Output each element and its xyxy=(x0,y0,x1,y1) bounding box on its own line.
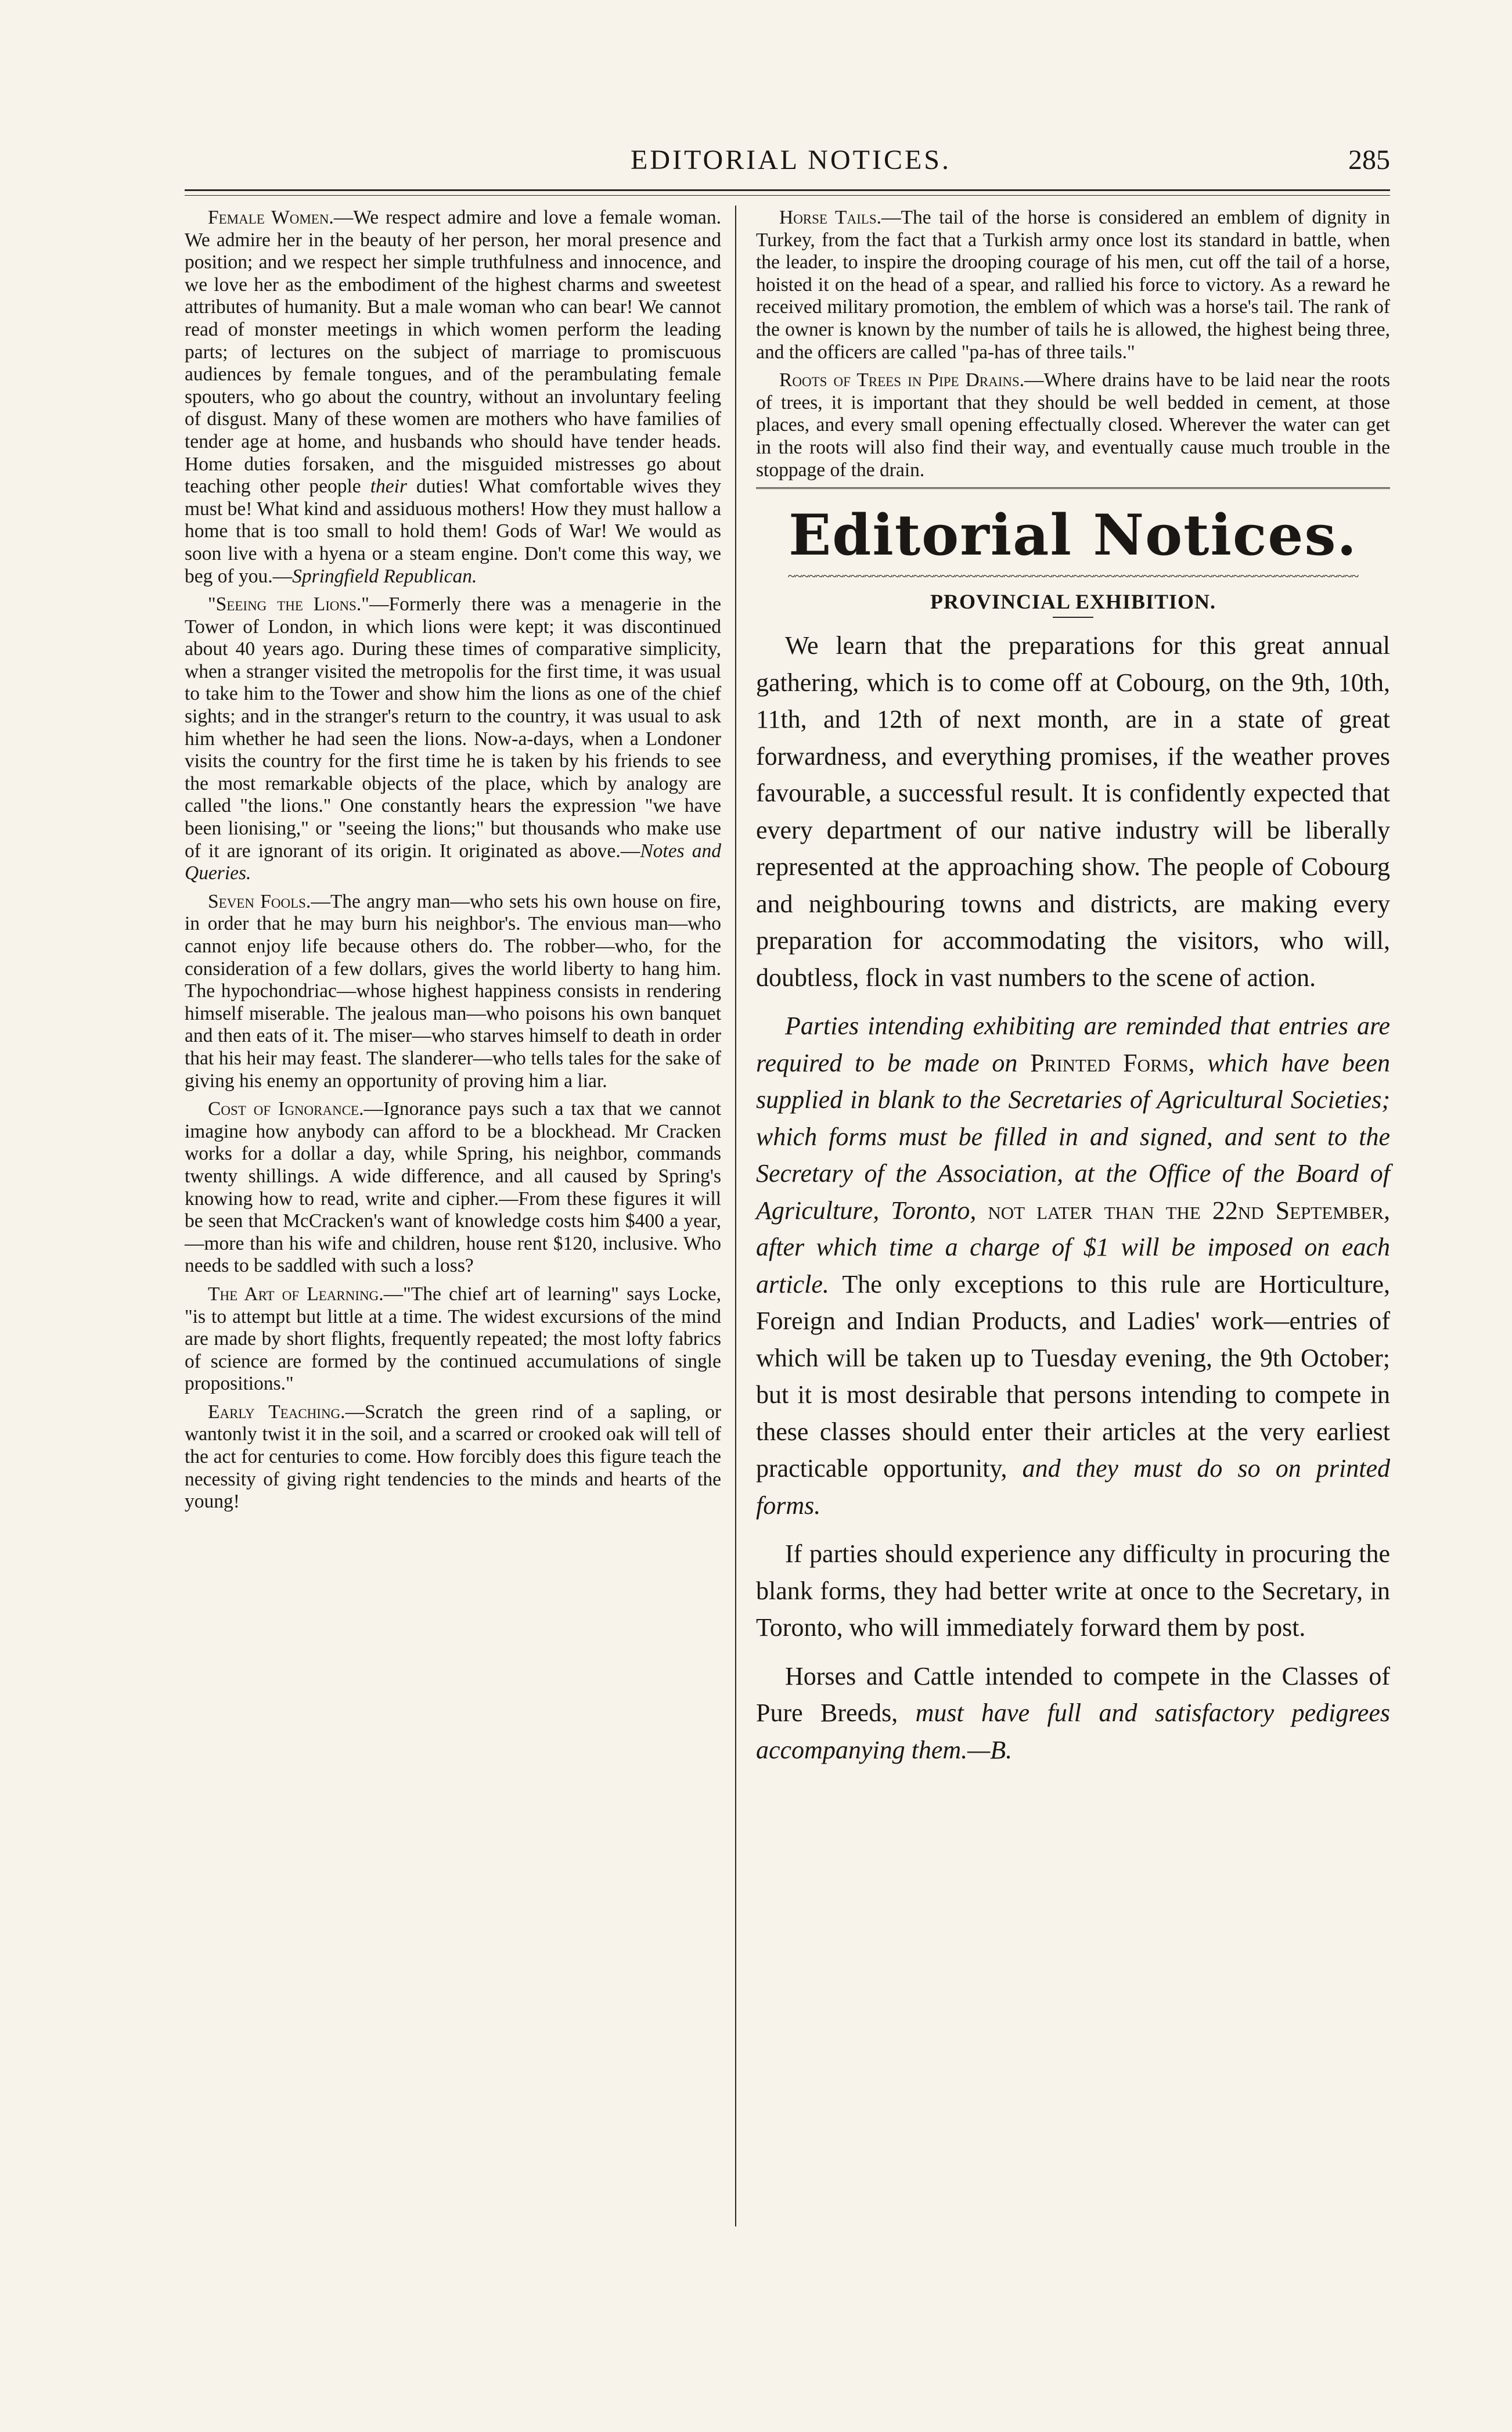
subheading: PROVINCIAL EXHIBITION. xyxy=(930,590,1216,614)
article-seven-fools xyxy=(185,891,721,1092)
article-text: —The angry man—who sets his own house on fire, in order that he may burn his neighbor's. The envious man—who cannot enjoy life because others do. The robber—who, for the consideration of a few dollars, gives the world liberty to hang him. The hypochondriac—whose highest happiness consists in rendering himself miserable. The jealous man—who poisons his own banquet and then eats of it. The miser—who starves himself to death in order that his heir may feast. The slanderer—who tells tales for the sake of giving his enemy an opportunity of proving him a liar. xyxy=(185,890,721,1092)
article-heading: Female Women. xyxy=(208,207,334,228)
article-seeing-lions xyxy=(185,593,721,885)
article-heading: Early Teaching. xyxy=(208,1401,345,1423)
left-column xyxy=(185,207,721,1519)
article-heading: Seven Fools. xyxy=(208,890,311,912)
article-text: —Formerly there was a menagerie in the Tower of London, in which lions were kept; it was discontinued about 40 years ago. During these times of comparative simplicity, when a stranger visited the metropolis for the first time, it was usual to take him to the Tower and show him the lions as one of the chief sights; and in the stranger's return to the country, it was usual to ask him whether he had seen the lions. Now-a-days, when a Londoner visits the country for the first time he is taken by his friends to see the most remarkable objects of the place, which by analogy are called "the lions." One constantly hears the expression "we have been lionising," or "seeing the lions;" but thousands who make use of it are ignorant of its origin. It originated as above.— xyxy=(185,593,721,862)
short-rule xyxy=(1053,617,1093,618)
article-text: —We respect admire and love a female woman. We admire her in the beauty of her person, her moral presence and position; and we respect her simple truthfulness and innocence, and we love her as the embodiment of the highest charms and sweetest attributes of humanity. But a male woman who can bear! We cannot read of monster meetings in which women perform the leading parts; of lectures on the subject of marriage to promiscuous audiences by female tongues, and of the perambulating female spouters, who go about the country, without an involuntary feeling of disgust. Many of these women are mothers who have families of tender age at home, and husbands who should have tender heads. Home duties forsaken, and the misguided mistresses go about teaching other people xyxy=(185,207,721,498)
column-divider xyxy=(735,206,736,2226)
wavy-ornament: ~~~~~~~~~~~~~~~~~~~~~~~~~~~~~~~~~~~~~~~~~~~~~~~~~~~~~~~~~~~~~~~~~~~~~~~~~~~~~~~~~~ xyxy=(787,569,1359,585)
article-heading: Horse Tails. xyxy=(779,207,881,228)
article-horse-tails xyxy=(756,207,1390,364)
plain-text: Horses and Cattle intended to compete in the Classes of Pure Breeds, xyxy=(756,1661,1390,1728)
italic-text: , which have been supplied in blank to the Secretaries of Agricultural Societies; which forms must be filled in and signed, and sent to the Secretary of the Association, at the Office of the Board of Agriculture, Toronto, xyxy=(756,1048,1390,1225)
article-text: duties! What comfortable wives they must be! What kind and assiduous mothers! How they must hallow a home that is too small to hold them! Gods of War! We would as soon live with a hyena or a steam engine. Don't come this way, we beg of you.— xyxy=(185,476,721,587)
article-early-teaching xyxy=(185,1401,721,1513)
article-heading: "Seeing the Lions." xyxy=(208,593,369,616)
running-title: EDITORIAL NOTICES. xyxy=(631,145,951,175)
italic-text: , after which time a charge of $1 will be imposed on each article. xyxy=(756,1196,1391,1298)
exhibition-paragraph-4 xyxy=(756,1658,1390,1769)
article-source: Springfield Republican. xyxy=(292,565,477,587)
article-heading: Roots of Trees in Pipe Drains. xyxy=(779,369,1025,391)
article-heading: Cost of Ignorance. xyxy=(208,1098,364,1120)
small-caps-text: Printed Forms xyxy=(1030,1048,1189,1077)
article-roots-of-trees xyxy=(756,369,1390,481)
exhibition-paragraph-1: We learn that the preparations for this great annual gathering, which is to come off at Cobourg, on the 9th, 10th, 11th, and 12th of next month, are in a state of great forwardness, and everything promises, if the weather proves favourable, a successful result. It is confidently expected that every department of our native industry will be liberally represented at the approaching show. The people of Cobourg and neighbouring towns and districts, are making every preparation for accommodating the visitors, who will, doubtless, flock in vast numbers to the scene of action. xyxy=(756,631,1390,992)
plain-text: The only exceptions to this rule are Horticulture, Foreign and Indian Products, and Ladies' work—entries of which will be taken up to Tuesday evening, the 9th October; but it is most desirable that persons intending to compete in these classes should enter their articles at the very earliest practicable opportunity, xyxy=(756,1269,1390,1483)
exhibition-paragraph-3: If parties should experience any difficulty in procuring the blank forms, they had better write at once to the Secretary, in Toronto, who will immediately forward them by post. xyxy=(756,1539,1390,1642)
article-cost-of-ignorance xyxy=(185,1098,721,1278)
article-female-women xyxy=(185,207,721,588)
article-text: —Scratch the green rind of a sapling, or wantonly twist it in the soil, and a scarred or crooked oak will tell of the act for centuries to come. How forcibly does this figure teach the necessity of giving right tendencies to the minds and hearts of the young! xyxy=(185,1401,722,1513)
section-title: Editorial Notices. xyxy=(789,502,1358,569)
section-divider xyxy=(756,487,1390,495)
right-column xyxy=(756,207,1390,1780)
header-rule-thin xyxy=(185,195,1390,196)
article-text: —The tail of the horse is considered an emblem of dignity in Turkey, from the fact that a Turkish army once lost its standard in battle, when the leader, to inspire the drooping courage of his men, cut off the tail of a horse, hoisted it on the head of a spear, and rallied his force to victory. As a reward he received military promotion, the emblem of which was a horse's tail. The rank of the owner is known by the number of tails he is allowed, the highest being three, and the officers are called "pa-has of three tails." xyxy=(756,207,1390,363)
page-number: 285 xyxy=(1348,145,1390,175)
article-heading: The Art of Learning. xyxy=(208,1283,384,1305)
italic-text: Parties intending exhibiting are reminded that entries are required to be made on xyxy=(756,1012,1390,1077)
exhibition-paragraph-2 xyxy=(756,1008,1390,1524)
article-text: —Where drains have to be laid near the roots of trees, it is important that they should be well bedded in cement, at those places, and every small opening effectually closed. Wherever the water can get in the roots will also find their way, and eventually cause much trouble in the stoppage of the drain. xyxy=(756,369,1390,481)
header-rule xyxy=(185,189,1390,191)
italic-text: must have full and satisfactory pedigrees accompanying them.—B. xyxy=(756,1699,1390,1764)
article-art-of-learning xyxy=(185,1283,721,1395)
italic-text: and they must do so on printed forms. xyxy=(756,1454,1390,1520)
running-header xyxy=(192,144,1390,185)
article-text: —Ignorance pays such a tax that we cannot imagine how anybody can afford to be a blockhead. Mr Cracken works for a dollar a day, while Spring, his neighbor, commands twenty shillings. A wide difference, and all caused by Spring's knowing how to read, write and cipher.—From these figures it will be seen that McCracken's want of knowledge costs him $400 a year,—more than his wife and children, house rent $120, inclusive. Who needs to be saddled with such a loss? xyxy=(185,1098,721,1277)
small-caps-text: not later than the 22nd September xyxy=(988,1196,1384,1225)
article-source: Notes and Queries. xyxy=(185,840,721,884)
article-italic: their xyxy=(370,476,407,498)
article-text: —"The chief art of learning" says Locke, "is to attempt but little at a time. The widest excursions of the mind are made by short flights, frequently repeated; the most lofty fabrics of science are formed by the continued accumulations of single propositions." xyxy=(185,1283,721,1395)
